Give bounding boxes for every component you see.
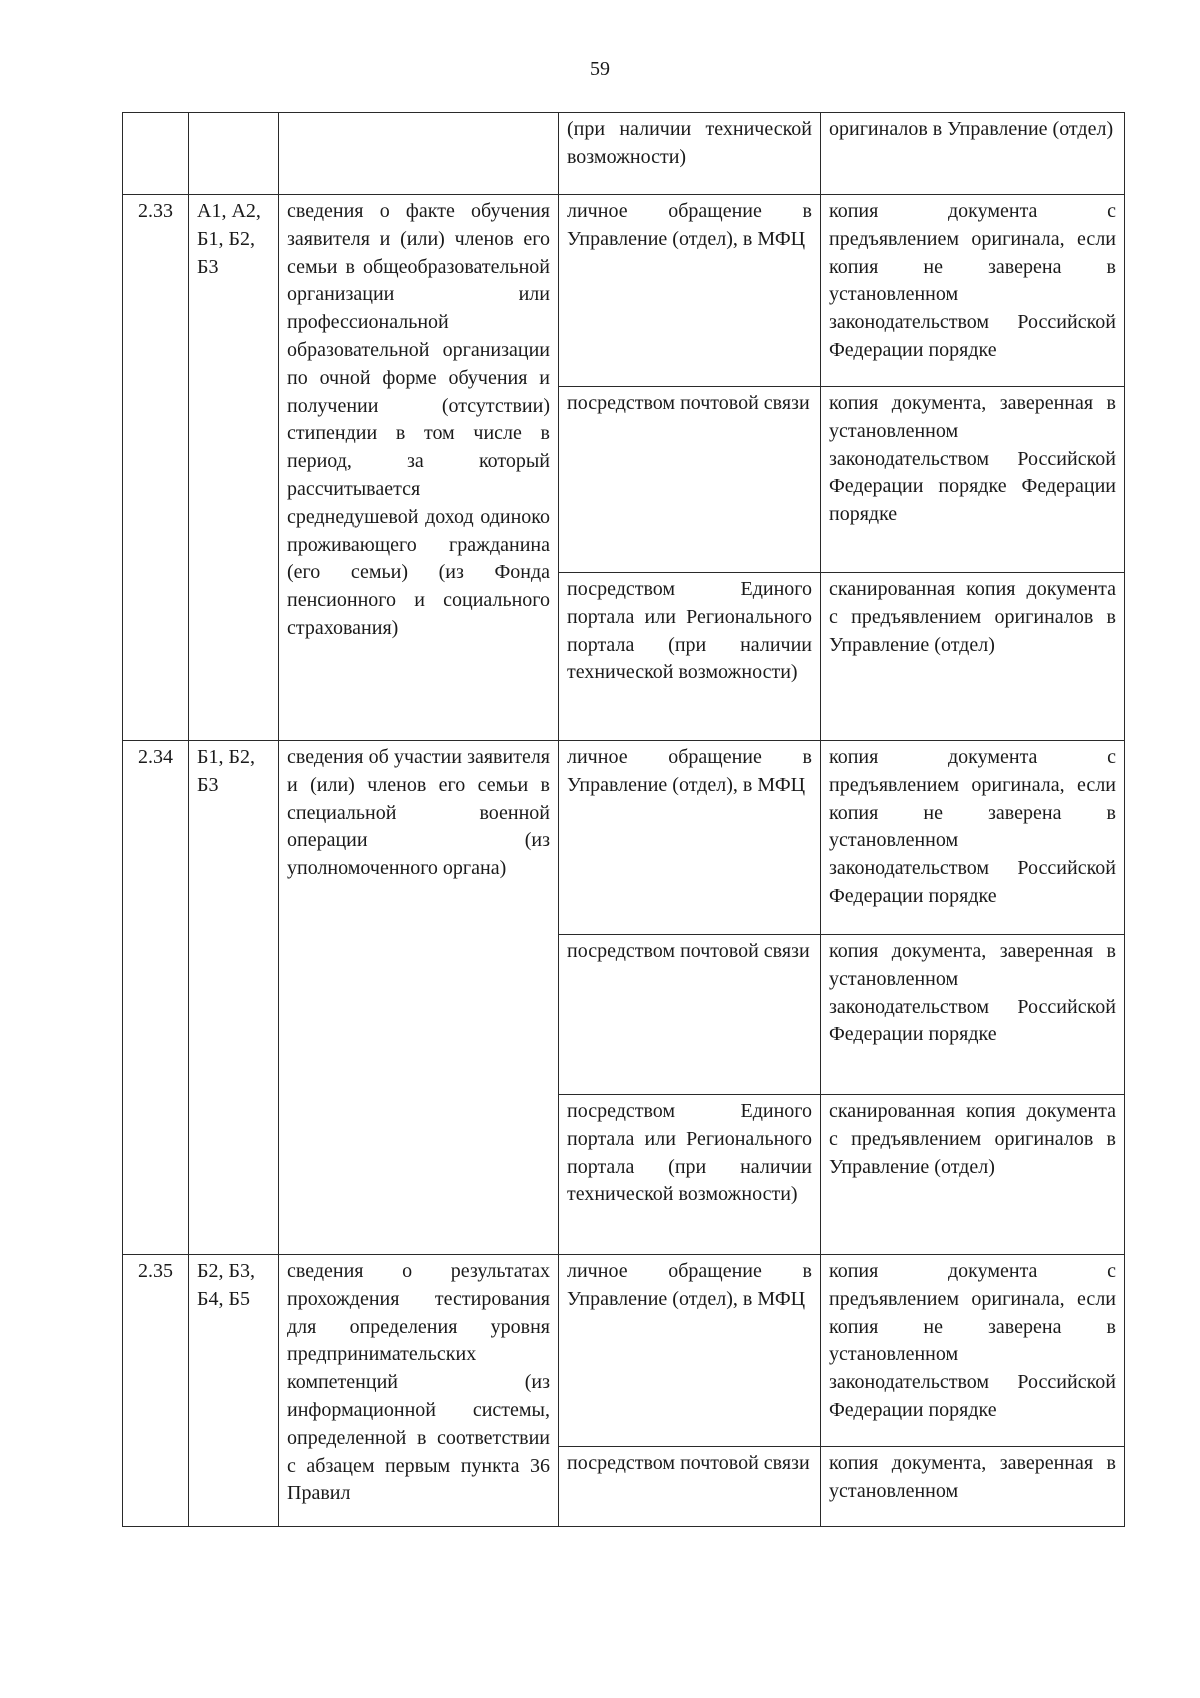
row-number: 2.35	[123, 1255, 189, 1527]
row-description: сведения об участии заявителя и (или) членов его семьи в специальной военной операции (из уполномоченного органа)	[279, 741, 559, 1255]
row-description: сведения о факте обучения заявителя и (или) членов его семьи в общеобразовательной организации или профессиональной образовательной организации по очной форме обучения и получении (отсутствии) стипендии в том числе в период, за который рассчитывается среднедушевой доход одиноко проживающего гражданина (его семьи) (из Фонда пенсионного и социального страхования)	[279, 195, 559, 741]
submission-method: личное обращение в Управление (отдел), в МФЦ	[559, 1255, 821, 1447]
row-codes: Б1, Б2, Б3	[189, 741, 279, 1255]
submission-form: копия документа с предъявлением оригинала, если копия не заверена в установленном законодательством Российской Федерации порядке	[821, 741, 1125, 935]
row-codes: Б2, Б3, Б4, Б5	[189, 1255, 279, 1527]
submission-form: сканированная копия документа с предъявлением оригиналов в Управление (отдел)	[821, 1095, 1125, 1255]
row-number: 2.33	[123, 195, 189, 741]
submission-method: посредством Единого портала или Регионального портала (при наличии технической возможности)	[559, 1095, 821, 1255]
cell-codes	[189, 113, 279, 195]
row-codes: А1, А2, Б1, Б2, Б3	[189, 195, 279, 741]
page-number: 59	[590, 58, 610, 80]
submission-form: копия документа, заверенная в установленном	[821, 1447, 1125, 1527]
submission-form: копия документа с предъявлением оригинала, если копия не заверена в установленном законодательством Российской Федерации порядке	[821, 195, 1125, 387]
cell-method: (при наличии технической возможности)	[559, 113, 821, 195]
cell-num	[123, 113, 189, 195]
cell-form: оригиналов в Управление (отдел)	[821, 113, 1125, 195]
table-row	[123, 741, 1125, 935]
table-row	[123, 195, 1125, 387]
table-row	[123, 1255, 1125, 1447]
submission-method: посредством почтовой связи	[559, 387, 821, 573]
submission-method: личное обращение в Управление (отдел), в МФЦ	[559, 741, 821, 935]
document-table	[122, 112, 1125, 1527]
submission-method: личное обращение в Управление (отдел), в МФЦ	[559, 195, 821, 387]
cell-description	[279, 113, 559, 195]
submission-method: посредством Единого портала или Регионального портала (при наличии технической возможности)	[559, 573, 821, 741]
submission-method: посредством почтовой связи	[559, 935, 821, 1095]
row-number: 2.34	[123, 741, 189, 1255]
submission-method: посредством почтовой связи	[559, 1447, 821, 1527]
submission-form: сканированная копия документа с предъявлением оригиналов в Управление (отдел)	[821, 573, 1125, 741]
submission-form: копия документа с предъявлением оригинала, если копия не заверена в установленном законодательством Российской Федерации порядке	[821, 1255, 1125, 1447]
row-description: сведения о результатах прохождения тестирования для определения уровня предпринимательских компетенций (из информационной системы, определенной в соответствии с абзацем первым пункта 36 Правил	[279, 1255, 559, 1527]
submission-form: копия документа, заверенная в установленном законодательством Российской Федерации порядке Федерации порядке	[821, 387, 1125, 573]
submission-form: копия документа, заверенная в установленном законодательством Российской Федерации порядке	[821, 935, 1125, 1095]
table-row-continuation	[123, 113, 1125, 195]
